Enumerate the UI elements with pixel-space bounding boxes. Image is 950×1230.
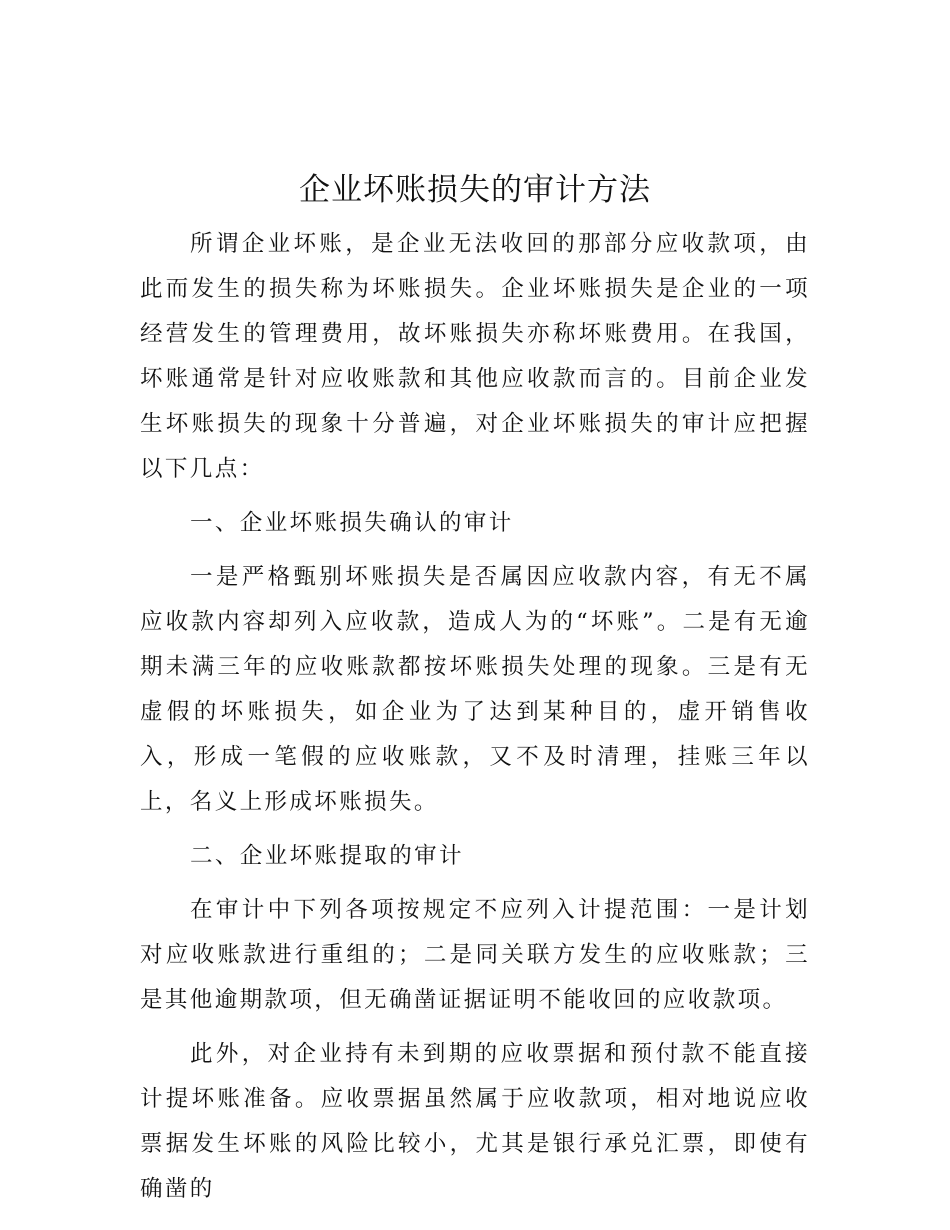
section-heading-1: 一、企业坏账损失确认的审计 <box>190 510 514 536</box>
intro-paragraph: 所谓企业坏账，是企业无法收回的那部分应收款项，由此而发生的损失称为坏账损失。企业坏账损失是企业的一项经营发生的管理费用，故坏账损失亦称坏账费用。在我国，坏账通常是针对应收账款和其他应收款而言的。目前企业发生坏账损失的现象十分普遍，对企业坏账损失的审计应把握以下几点： <box>140 231 810 482</box>
section-2-paragraph: 在审计中下列各项按规定不应列入计提范围：一是计划对应收账款进行重组的；二是同关联方发生的应收账款；三是其他逾期款项，但无确凿证据证明不能收回的应收款项。 <box>140 897 810 1013</box>
document-title: 企业坏账损失的审计方法 <box>299 172 651 208</box>
document-body <box>140 222 810 1221</box>
section-2-paragraph-continued: 此外，对企业持有未到期的应收票据和预付款不能直接计提坏账准备。应收票据虽然属于应收款项，相对地说应收票据发生坏账的风险比较小，尤其是银行承兑汇票，即使有确凿的 <box>140 1041 810 1202</box>
section-1-paragraph: 一是严格甄别坏账损失是否属因应收款内容，有无不属应收款内容却列入应收款，造成人为的“坏账”。二是有无逾期未满三年的应收账款都按坏账损失处理的现象。三是有无虚假的坏账损失，如企业为了达到某种目的，虚开销售收入，形成一笔假的应收账款，又不及时清理，挂账三年以上，名义上形成坏账损失。 <box>140 564 810 815</box>
section-heading-2: 二、企业坏账提取的审计 <box>190 843 464 869</box>
